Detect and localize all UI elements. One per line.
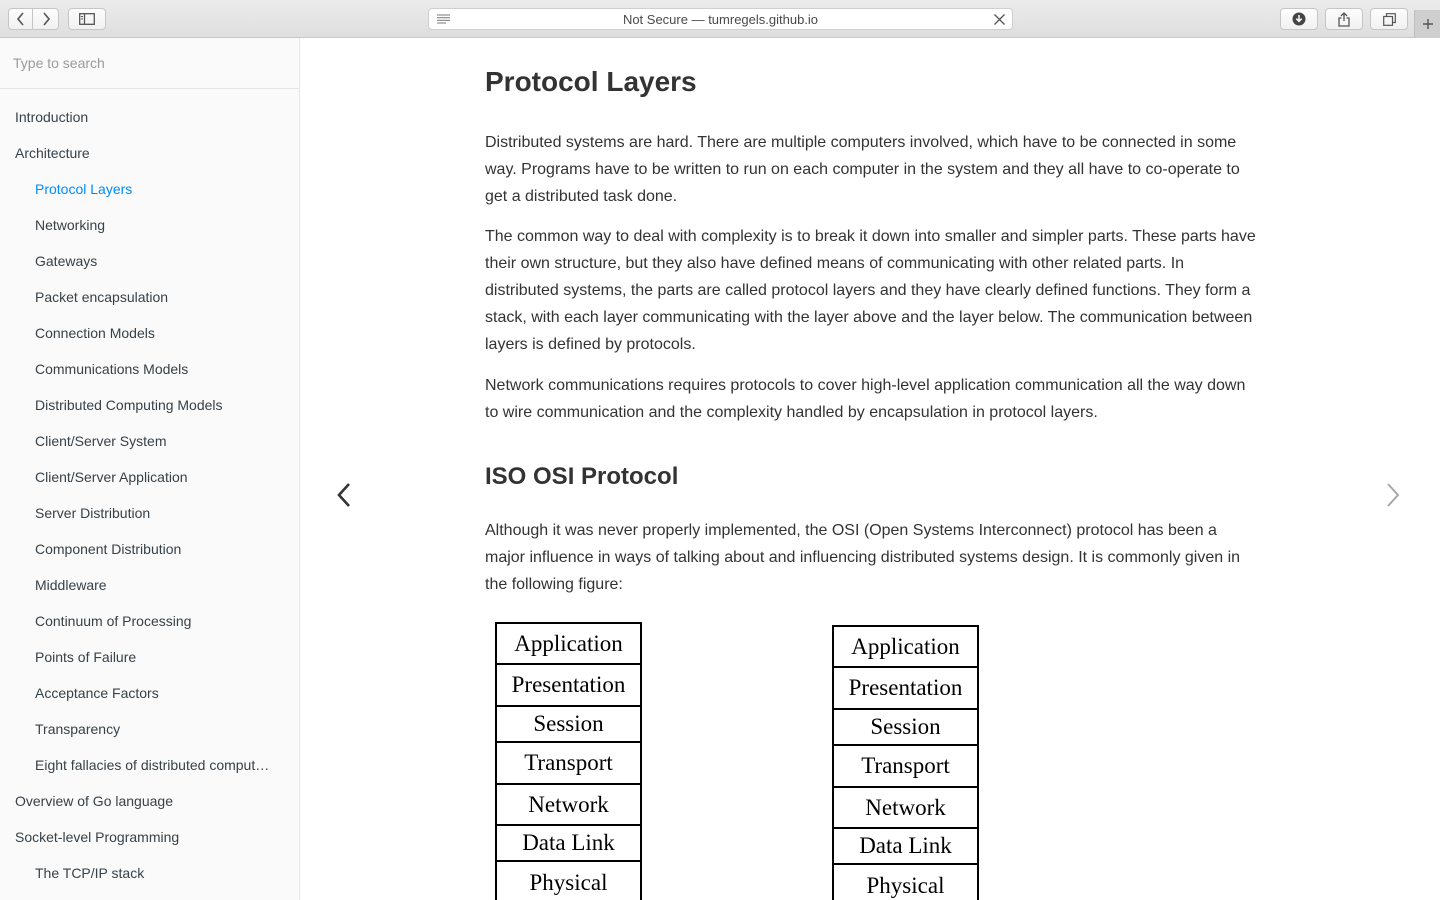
- table-of-contents: [0, 89, 299, 891]
- chevron-left-icon: [334, 480, 354, 510]
- address-bar[interactable]: [428, 8, 1013, 30]
- osi-layer-data-link: Data Link: [497, 826, 640, 862]
- osi-layer-application: Application: [497, 624, 640, 665]
- toc-item-socket-level-programming[interactable]: Socket-level Programming: [15, 829, 180, 845]
- page-content: [300, 38, 1440, 900]
- toc-item-transparency[interactable]: Transparency: [35, 721, 121, 737]
- show-all-tabs-button[interactable]: [1370, 8, 1408, 30]
- osi-layer-presentation: Presentation: [497, 665, 640, 707]
- toc-item-packet-encapsulation[interactable]: Packet encapsulation: [35, 289, 169, 305]
- browser-toolbar: [0, 0, 1440, 38]
- search-input[interactable]: [13, 55, 283, 71]
- paragraph: The common way to deal with complexity is to break it down into smaller and simpler parts. These parts have their own structure, but they also have defined means of communicating with other related parts. In distributed systems, the parts are called protocol layers and they have clearly defined functions. They form a stack, with each layer communicating with the layer above and the layer below. The communication between layers is defined by protocols.: [485, 228, 1256, 353]
- paragraph: Distributed systems are hard. There are multiple computers involved, which have to be connected in some way. Programs have to be written to run on each computer in the system and they all have to co-operate to get a distributed task done.: [485, 134, 1240, 205]
- book-sidebar: [0, 38, 300, 900]
- toc-item-component-distribution[interactable]: Component Distribution: [35, 541, 182, 557]
- sidebar-icon: [79, 13, 95, 25]
- downloads-button[interactable]: [1280, 8, 1318, 30]
- new-tab-icon: [1422, 18, 1434, 30]
- toc-item-client-server-system[interactable]: Client/Server System: [35, 433, 167, 449]
- osi-stack-right: [832, 625, 979, 900]
- forward-button[interactable]: [33, 8, 59, 30]
- new-tab-button[interactable]: [1414, 10, 1440, 38]
- toc-item-tcp-ip-stack[interactable]: The TCP/IP stack: [35, 865, 145, 881]
- toc-item-networking[interactable]: Networking: [35, 217, 106, 233]
- toc-item-continuum-of-processing[interactable]: Continuum of Processing: [35, 613, 192, 629]
- osi-layer-application: Application: [834, 627, 977, 668]
- toc-item-eight-fallacies[interactable]: Eight fallacies of distributed comput…: [35, 757, 270, 773]
- toc-item-architecture[interactable]: Architecture: [15, 145, 90, 161]
- download-icon: [1292, 12, 1306, 26]
- osi-layer-session: Session: [497, 707, 640, 743]
- section-heading: ISO OSI Protocol: [485, 463, 679, 490]
- toc-item-points-of-failure[interactable]: Points of Failure: [35, 649, 137, 665]
- osi-stack-left: [495, 622, 642, 900]
- osi-layer-session: Session: [834, 710, 977, 746]
- back-button[interactable]: [8, 8, 33, 30]
- stop-icon[interactable]: [993, 13, 1006, 26]
- chevron-right-icon: [1383, 480, 1403, 510]
- paragraph: Although it was never properly implemented, the OSI (Open Systems Interconnect) protocol has been a major influence in ways of talking about and influencing distributed systems design. It is commonly given in the following figure:: [485, 522, 1241, 593]
- toc-item-server-distribution[interactable]: Server Distribution: [35, 505, 151, 521]
- osi-layer-physical: Physical: [834, 865, 977, 900]
- osi-layer-presentation: Presentation: [834, 668, 977, 710]
- page-title: Protocol Layers: [485, 66, 697, 97]
- toc-item-distributed-computing-models[interactable]: Distributed Computing Models: [35, 397, 223, 413]
- toc-item-middleware[interactable]: Middleware: [35, 577, 107, 593]
- address-text: Not Secure — tumregels.github.io: [622, 11, 819, 27]
- back-icon: [16, 12, 26, 26]
- show-sidebar-button[interactable]: [68, 8, 106, 30]
- toc-item-communications-models[interactable]: Communications Models: [35, 361, 189, 377]
- toc-item-acceptance-factors[interactable]: Acceptance Factors: [35, 685, 159, 701]
- osi-layer-physical: Physical: [497, 862, 640, 900]
- osi-layer-data-link: Data Link: [834, 829, 977, 865]
- toc-item-connection-models[interactable]: Connection Models: [35, 325, 155, 341]
- toc-item-overview-of-go[interactable]: Overview of Go language: [15, 793, 173, 809]
- share-icon: [1338, 12, 1350, 27]
- forward-icon: [41, 12, 51, 26]
- tabs-icon: [1383, 13, 1396, 26]
- toc-item-client-server-application[interactable]: Client/Server Application: [35, 469, 188, 485]
- reader-icon[interactable]: [437, 14, 450, 24]
- osi-layer-transport: Transport: [497, 743, 640, 785]
- share-button[interactable]: [1325, 8, 1363, 30]
- previous-page-button[interactable]: [334, 480, 354, 515]
- search-box: [0, 38, 299, 89]
- osi-layer-network: Network: [497, 785, 640, 826]
- toc-item-gateways[interactable]: Gateways: [35, 253, 98, 269]
- next-page-button[interactable]: [1383, 480, 1403, 515]
- toc-item-introduction[interactable]: Introduction: [15, 109, 89, 125]
- osi-layer-network: Network: [834, 788, 977, 829]
- osi-layer-transport: Transport: [834, 746, 977, 788]
- paragraph: Network communications requires protocols to cover high-level application communication all the way down to wire communication and the complexity handled by encapsulation in protocol layers.: [485, 377, 1246, 421]
- toc-item-protocol-layers[interactable]: Protocol Layers: [35, 181, 133, 197]
